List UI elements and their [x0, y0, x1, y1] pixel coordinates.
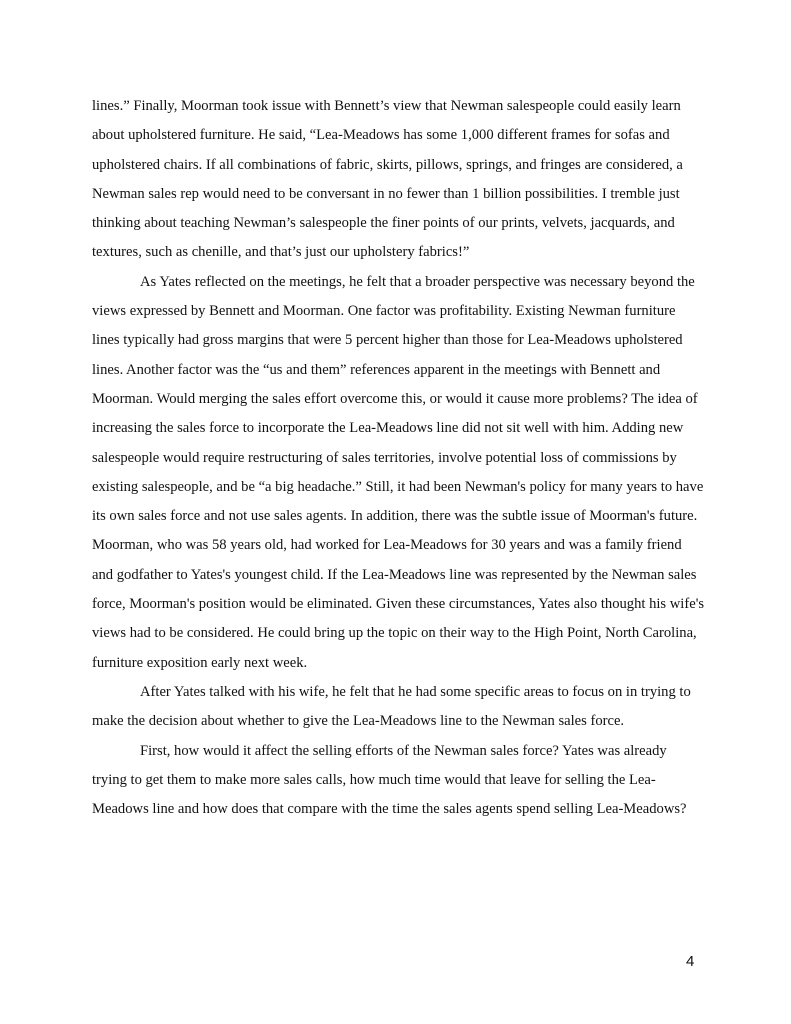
- paragraph-3: After Yates talked with his wife, he felt that he had some specific areas to focus on in trying to make the decision about whether to give the Lea-Meadows line to the Newman sales force.: [92, 683, 691, 730]
- paragraph-1: lines.” Finally, Moorman took issue with Bennett’s view that Newman salespeople could easily learn about upholstered furniture. He said, “Lea-Meadows has some 1,000 different frames for sofas and upholstered chairs. If all combinations of fabric, skirts, pillows, springs, and fringes are considered, a Newman sales rep would need to be conversant in no fewer than 1 billion possibilities. I tremble just thinking about teaching Newman’s salespeople the finer points of our prints, velvets, jacquards, and textures, such as chenille, and that’s just our upholstery fabrics!”: [92, 98, 683, 261]
- body-text: [92, 92, 704, 824]
- page-number: 4: [686, 953, 695, 970]
- paragraph-4: First, how would it affect the selling efforts of the Newman sales force? Yates was already trying to get them to make more sales calls, how much time would that leave for selling the Lea-Meadows line and how does that compare with the time the sales agents spend selling Lea-Meadows?: [92, 742, 687, 818]
- paragraph-2: As Yates reflected on the meetings, he felt that a broader perspective was necessary beyond the views expressed by Bennett and Moorman. One factor was profitability. Existing Newman furniture lines typically had gross margins that were 5 percent higher than those for Lea-Meadows upholstered lines. Another factor was the “us and them” references apparent in the meetings with Bennett and Moorman. Would merging the sales effort overcome this, or would it cause more problems? The idea of increasing the sales force to incorporate the Lea-Meadows line did not sit well with him. Adding new salespeople would require restructuring of sales territories, involve potential loss of commissions by existing salespeople, and be “a big headache.” Still, it had been Newman's policy for many years to have its own sales force and not use sales agents. In addition, there was the subtle issue of Moorman's future. Moorman, who was 58 years old, had worked for Lea-Meadows for 30 years and was a family friend and godfather to Yates's youngest child. If the Lea-Meadows line was represented by the Newman sales force, Moorman's position would be eliminated. Given these circumstances, Yates also thought his wife's views had to be considered. He could bring up the topic on their way to the High Point, North Carolina, furniture exposition early next week.: [92, 273, 705, 671]
